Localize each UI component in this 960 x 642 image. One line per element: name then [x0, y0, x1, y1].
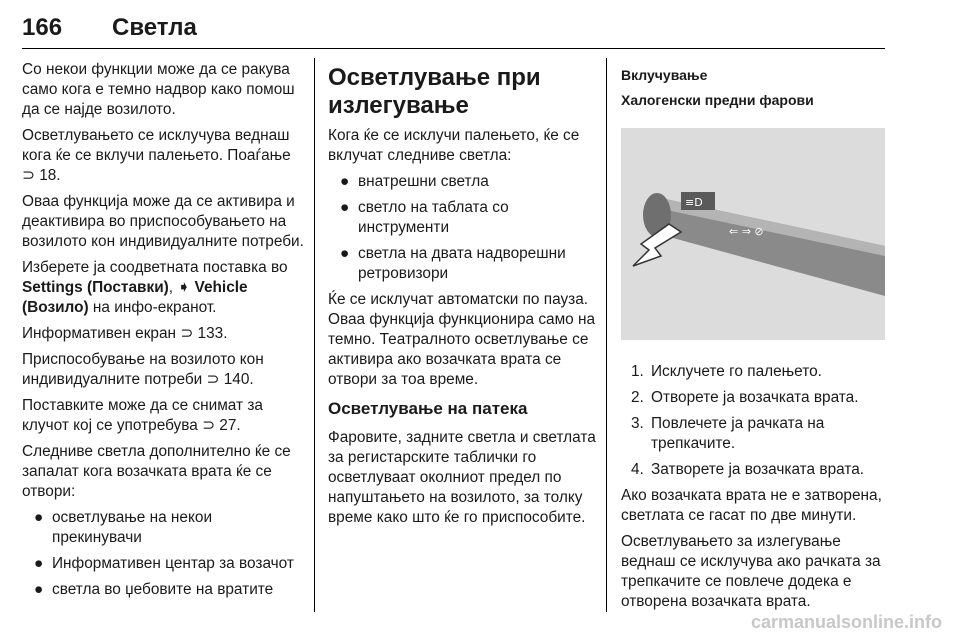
menu-path: Vehicle (Возило): [22, 279, 248, 316]
bullet-icon: ●: [34, 555, 44, 572]
paragraph: Ќе се исклучат автоматски по пауза. Оваа функција функционира само на темно. Театралното осветлување се активира ако возачката врата се отвори за тоа време.: [328, 291, 596, 388]
paragraph: Фаровите, задните светла и светлата за регистарските таблички го осветлуваат околниот предел по напуштањето на возилото, за толку време како што ќе го приспособите.: [328, 429, 596, 526]
turn-signal-lever-illustration: [621, 128, 885, 340]
paragraph: Приспособување на возилото кон индивидуалните потреби ⊃ 140.: [22, 351, 264, 388]
list-item: ● внатрешни светла: [340, 173, 489, 190]
bullet-icon: ●: [34, 509, 44, 526]
bullet-icon: ●: [340, 173, 350, 190]
reference-arrow-icon: ⊃: [206, 371, 220, 388]
reference-arrow-icon: ⊃: [180, 325, 194, 342]
column-right: [621, 66, 889, 618]
column-middle: [328, 64, 598, 534]
paragraph: Информативен екран ⊃ 133.: [22, 325, 228, 342]
header-divider: [22, 48, 885, 49]
steps-list: [621, 362, 889, 480]
paragraph: Изберете ја соодветната поставка во Settings (Поставки), ➧ Vehicle (Возило) на инфо-екранот.: [22, 259, 288, 316]
chapter-title: Светла: [112, 14, 197, 41]
bullet-icon: ●: [340, 245, 350, 262]
page-header: [22, 14, 197, 44]
list-item: 1. Исклучете го палењето.: [631, 363, 822, 380]
column-left: [22, 60, 304, 606]
list-item: ● осветлување на некои прекинувачи: [34, 509, 213, 546]
subsection-title: Осветлување на патека: [328, 399, 528, 418]
menu-path: Settings (Поставки): [22, 279, 169, 296]
paragraph: Кога ќе се исклучи палењето, ќе се вклучат следниве светла:: [328, 127, 580, 164]
paragraph: Осветлувањето за излегување веднаш се исклучува ако рачката за трепкачите се повлече додека е отворена возачката врата.: [621, 533, 881, 610]
bullet-icon: ●: [340, 199, 350, 216]
bullet-list: [328, 172, 598, 284]
bullet-list: [22, 508, 304, 600]
heading: Вклучување: [621, 67, 708, 83]
lever-icon: [621, 128, 885, 340]
list-item: ● светло на таблата со инструменти: [340, 199, 509, 236]
bullet-icon: ●: [34, 581, 44, 598]
column-divider-1: [314, 58, 315, 612]
list-item: 3. Повлечете ја рачката на трепкачите.: [631, 415, 825, 452]
watermark: carmanualsonline.info: [750, 612, 942, 632]
svg-text:≡D: ≡D: [685, 196, 703, 209]
list-item: ● светла во џебовите на вратите: [34, 581, 274, 598]
section-title: Осветлување при излегување: [328, 64, 541, 119]
list-item: 4. Затворете ја возачката врата.: [631, 461, 865, 478]
paragraph: Поставките може да се снимат за клучот кој се употребува ⊃ 27.: [22, 397, 263, 434]
column-divider-2: [606, 58, 607, 612]
svg-text:⇐ ⇒ ⊘: ⇐ ⇒ ⊘: [729, 225, 764, 238]
list-item: ● светла на двата надворешни ретровизори: [340, 245, 566, 282]
menu-arrow-icon: ➧: [177, 279, 191, 296]
paragraph: Ако возачката врата не е затворена, светлата се гасат по две минути.: [621, 487, 882, 524]
page-number: 166: [22, 14, 63, 41]
reference-arrow-icon: ⊃: [22, 167, 35, 184]
list-item: ● Информативен центар за возачот: [34, 555, 294, 572]
paragraph: Следниве светла дополнително ќе се запалат кога возачката врата ќе се отвори:: [22, 443, 291, 500]
list-item: 2. Отворете ја возачката врата.: [631, 389, 859, 406]
paragraph: Осветлувањето се исклучува веднаш кога ќе се вклучи палењето. Поаѓање ⊃ 18.: [22, 127, 291, 184]
heading: Халогенски предни фарови: [621, 92, 814, 108]
paragraph: Оваа функција може да се активира и деактивира во приспособувањето на возилото кон индивидуалните потреби.: [22, 193, 304, 250]
paragraph: Со некои функции може да се ракува само кога е темно надвор како помош да се најде возилото.: [22, 61, 295, 118]
reference-arrow-icon: ⊃: [202, 417, 216, 434]
